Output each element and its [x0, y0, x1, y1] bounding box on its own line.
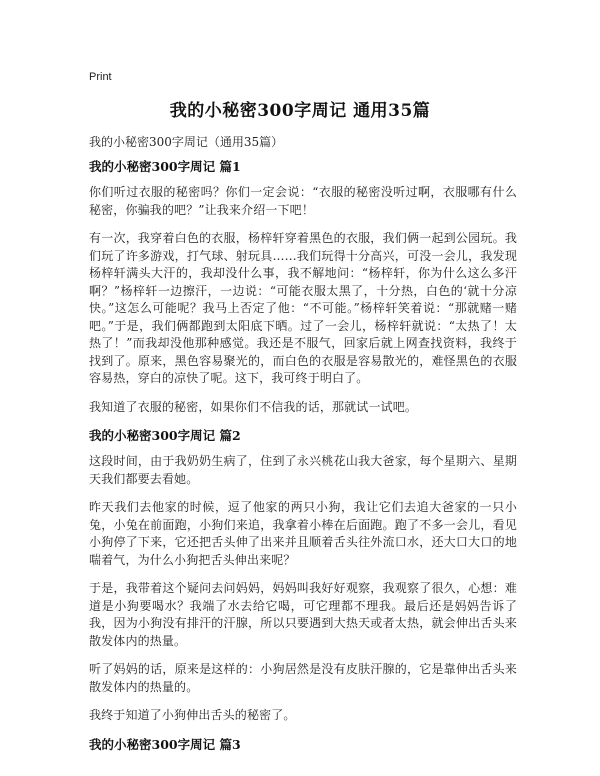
section-heading: 我的小秘密300字周记 篇1	[89, 159, 241, 174]
section-heading: 我的小秘密300字周记 篇3	[89, 736, 241, 752]
paragraph: 你们听过衣服的秘密吗？你们一定会说：“衣服的秘密没听过啊，衣服哪有什么秘密，你骗我的吧？”让我来介绍一下吧！	[89, 185, 517, 217]
section-2	[89, 427, 517, 725]
paragraph: 于是，我带着这个疑问去问妈妈，妈妈叫我好好观察，我观察了很久，心想：难道是小狗要喝水？我端了水去给它喝，可它理都不理我。最后还是妈妈告诉了我，因为小狗没有排汗的汗腺，所以只要遇到大热天或者太热，就会伸出舌头来散发体内的热量。	[89, 581, 517, 648]
paragraph: 这段时间，由于我奶奶生病了，住到了永兴桃花山我大爸家，每个星期六、星期天我们都要去看她。	[89, 454, 517, 486]
paragraph: 有一次，我穿着白色的衣服，杨梓轩穿着黑色的衣服，我们俩一起到公园玩。我们玩了许多游戏，打气球、射玩具……我们玩得十分高兴，可没一会儿，我发现杨梓轩满头大汗的，我却没什么事，我不解地问：“杨梓轩，你为什么这么多汗啊？”杨梓轩一边擦汗，一边说：“可能衣服太黑了，十分热，白色的‘就十分凉快。”这怎么可能呢？我马上否定了他：“不可能。”杨梓轩笑着说：“那就赌一赌吧。”于是，我们俩都跑到太阳底下晒。过了一会儿，杨梓轩就说：“太热了！太热了！”而我却没他那种感觉。我还是不服气，回家后就上网查找资料，我终于找到了。原来，黑色容易聚光的，而白色的衣服是容易散光的，难怪黑色的衣服容易热，穿白的凉快了呢。这下，我可终于明白了。	[89, 231, 517, 385]
paragraph: 我知道了衣服的秘密，如果你们不信我的话，那就试一试吧。	[89, 399, 418, 414]
section-3	[89, 736, 517, 753]
print-link[interactable]: Print	[89, 71, 112, 83]
article-body	[89, 158, 517, 762]
document-subtitle: 我的小秘密300字周记（通用35篇）	[89, 135, 284, 149]
section-heading: 我的小秘密300字周记 篇2	[89, 428, 241, 443]
section-1	[89, 158, 517, 416]
page-title: 我的小秘密300字周记 通用35篇	[169, 101, 431, 121]
paragraph: 昨天我们去他家的时候，逗了他家的两只小狗，我让它们去追大爸家的一只小兔，小兔在前面跑，小狗们来追，我拿着小棒在后面跑。跑了不多一会儿，看见小狗停了下来，它还把舌头伸了出来并且顺着舌头往外流口水，还大口大口的地喘着气，为什么小狗把舌头伸出来呢？	[89, 500, 517, 567]
paragraph: 听了妈妈的话，原来是这样的：小狗居然是没有皮肤汗腺的，它是靠伸出舌头来散发体内的热量的。	[89, 662, 517, 694]
paragraph: 我终于知道了小狗伸出舌头的秘密了。	[89, 708, 296, 722]
